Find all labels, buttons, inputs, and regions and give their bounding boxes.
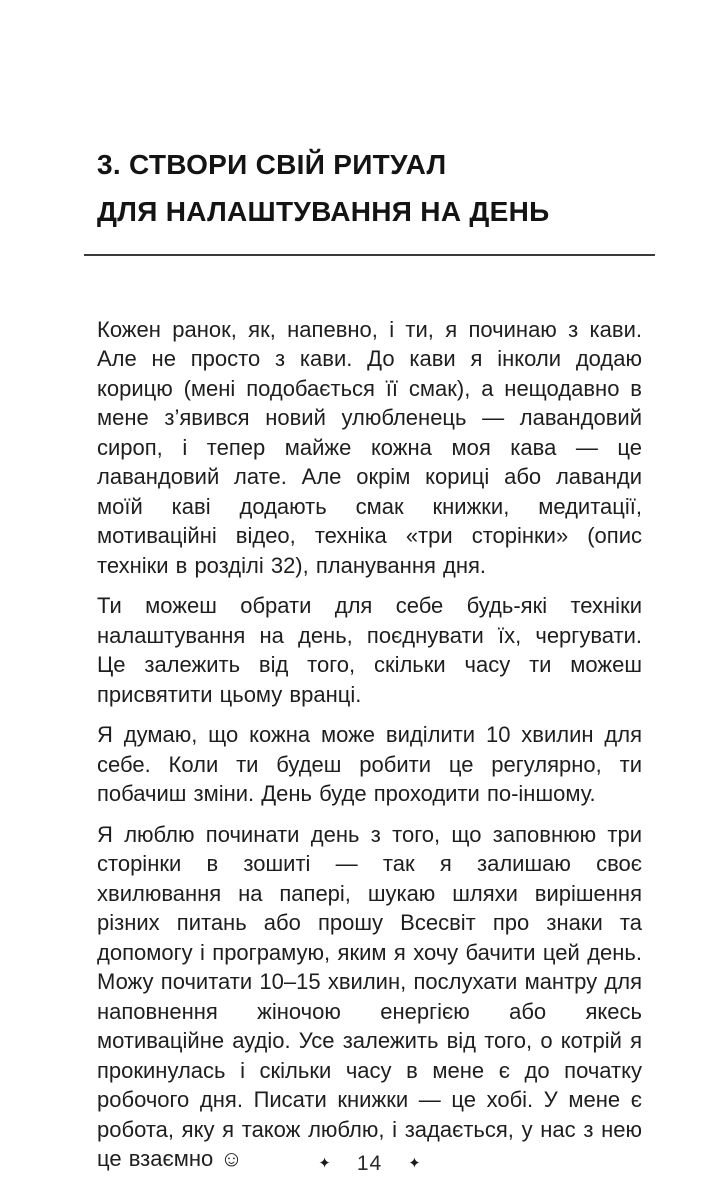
paragraph: Я думаю, що кожна може виділити 10 хвилин для себе. Коли ти будеш робити це регулярно, ти побачиш зміни. День буде проходити по-іншому. [97, 722, 642, 806]
body-text [97, 315, 642, 1174]
four-pointed-star-icon: ✦ [408, 1155, 421, 1172]
four-pointed-star-icon: ✦ [318, 1155, 331, 1172]
page-number: 14 [356, 1152, 383, 1175]
paragraph: Ти можеш обрати для себе будь-які техніки налаштування на день, поєднувати їх, чергувати. Це залежить від того, скільки часу ти можеш присвятити цьому вранці. [97, 593, 642, 707]
paragraph: Кожен ранок, як, напевно, і ти, я починаю з кави. Але не просто з кави. До кави я інколи додаю корицю (мені подобається її смак), а нещодавно в мене з’явився новий улюбленець — лавандовий сироп, і тепер майже кожна моя кава — це лавандовий лате. Але окрім кориці або лаванди моїй каві додають смак книжки, медитації, мотиваційні відео, техніка «три сторінки» (опис техніки в розділі 32), планування дня. [97, 316, 642, 578]
chapter-title-line-1: 3. СТВОРИ СВІЙ РИТУАЛ [97, 148, 447, 180]
chapter-title [97, 19, 642, 235]
chapter-title-line-2: ДЛЯ НАЛАШТУВАННЯ НА ДЕНЬ [97, 195, 550, 227]
title-divider [84, 254, 655, 256]
text-column [97, 19, 642, 1174]
paragraph: Я люблю починати день з того, що заповнюю три сторінки в зошиті — так я залишаю своє хвилювання на папері, шукаю шляхи вирішення різних питань або прошу Всесвіт про знаки та допомогу і програмую, яким я хочу бачити цей день. Можу почитати 10–15 хвилин, послухати мантру для наповнення жіночою енергією або якесь мотиваційне аудіо. Усе залежить від того, о котрій я прокинулась і скільки часу в мене є до початку робочого дня. Писати книжки — це хобі. У мене є робота, яку я також люблю, і задається, у нас з нею це взаємно ☺ [97, 821, 642, 1171]
page-footer [97, 1153, 642, 1174]
